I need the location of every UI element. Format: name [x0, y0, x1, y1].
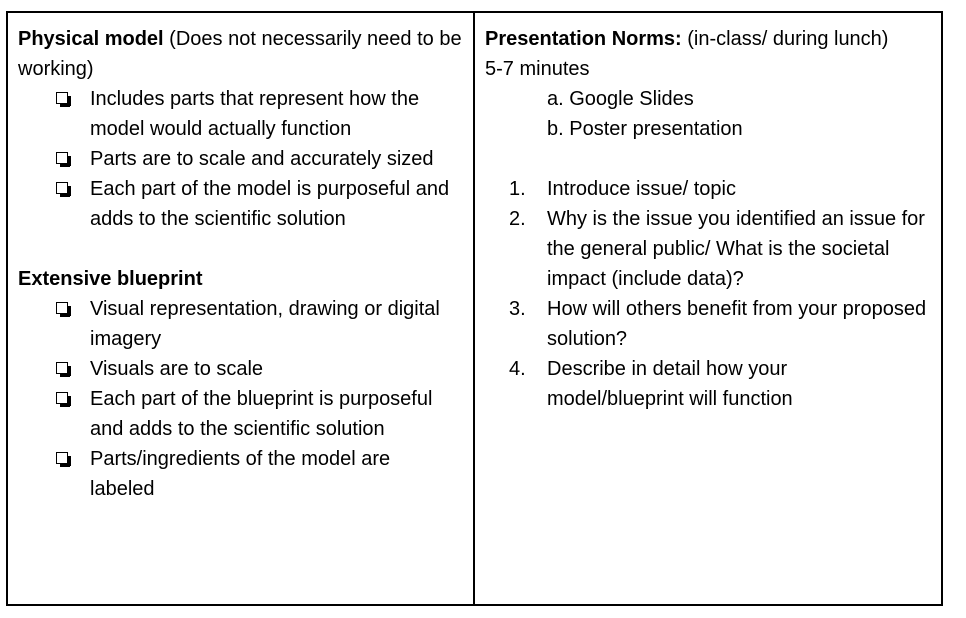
- physical-model-subtitle: (Does not necessarily need to be working): [18, 28, 462, 80]
- checklist-item-text: Parts are to scale and accurately sized: [90, 148, 434, 170]
- checklist-item: [18, 174, 473, 234]
- blueprint-title: Extensive blueprint: [18, 268, 203, 290]
- step-number: 2.: [509, 208, 526, 230]
- step-number: 1.: [509, 178, 526, 200]
- requirements-cell: [8, 13, 475, 604]
- checkbox-icon: [56, 302, 68, 314]
- presentation-duration: 5-7 minutes: [485, 58, 590, 80]
- presentation-norms-title: Presentation Norms:: [485, 28, 682, 50]
- step-item: [485, 204, 941, 294]
- checkbox-icon: [56, 362, 68, 374]
- step-number: 3.: [509, 298, 526, 320]
- step-text: Why is the issue you identified an issue for the general public/ What is the societal impact (include data)?: [547, 208, 925, 290]
- step-text: Describe in detail how your model/blueprint will function: [547, 358, 793, 410]
- checklist-item-text: Each part of the model is purposeful and adds to the scientific solution: [90, 178, 450, 230]
- checklist-item-text: Includes parts that represent how the model would actually function: [90, 88, 420, 140]
- presentation-norms-heading: [485, 24, 941, 54]
- format-item: a. Google Slides: [547, 88, 694, 110]
- step-number: 4.: [509, 358, 526, 380]
- presentation-steps-list: [485, 174, 941, 414]
- presentation-cell: [475, 13, 941, 604]
- checklist-item-text: Parts/ingredients of the model are labeled: [90, 448, 391, 500]
- checkbox-icon: [56, 452, 68, 464]
- blueprint-checklist: [18, 294, 473, 504]
- step-text: How will others benefit from your proposed solution?: [547, 298, 927, 350]
- checklist-item: [18, 444, 473, 504]
- checklist-item-text: Visual representation, drawing or digital imagery: [90, 298, 440, 350]
- step-item: [485, 174, 941, 204]
- checklist-item: [18, 384, 473, 444]
- presentation-norms-subtitle: (in-class/ during lunch): [681, 28, 889, 50]
- checklist-item: [18, 144, 473, 174]
- checkbox-icon: [56, 152, 68, 164]
- checklist-item: [18, 294, 473, 354]
- blueprint-heading: [18, 264, 473, 294]
- step-item: [485, 354, 941, 414]
- checklist-item-text: Each part of the blueprint is purposeful and adds to the scientific solution: [90, 388, 433, 440]
- checkbox-icon: [56, 182, 68, 194]
- checklist-item-text: Visuals are to scale: [90, 358, 264, 380]
- step-text: Introduce issue/ topic: [547, 178, 736, 200]
- physical-model-title: Physical model: [18, 28, 164, 50]
- rubric-table: [6, 11, 943, 606]
- spacer: [485, 144, 941, 174]
- step-item: [485, 294, 941, 354]
- physical-model-checklist: [18, 84, 473, 234]
- presentation-format-list: [485, 84, 941, 144]
- checkbox-icon: [56, 392, 68, 404]
- format-item: b. Poster presentation: [547, 118, 743, 140]
- checklist-item: [18, 84, 473, 144]
- physical-model-heading: [18, 24, 473, 84]
- checklist-item: [18, 354, 473, 384]
- checkbox-icon: [56, 92, 68, 104]
- spacer: [18, 234, 473, 264]
